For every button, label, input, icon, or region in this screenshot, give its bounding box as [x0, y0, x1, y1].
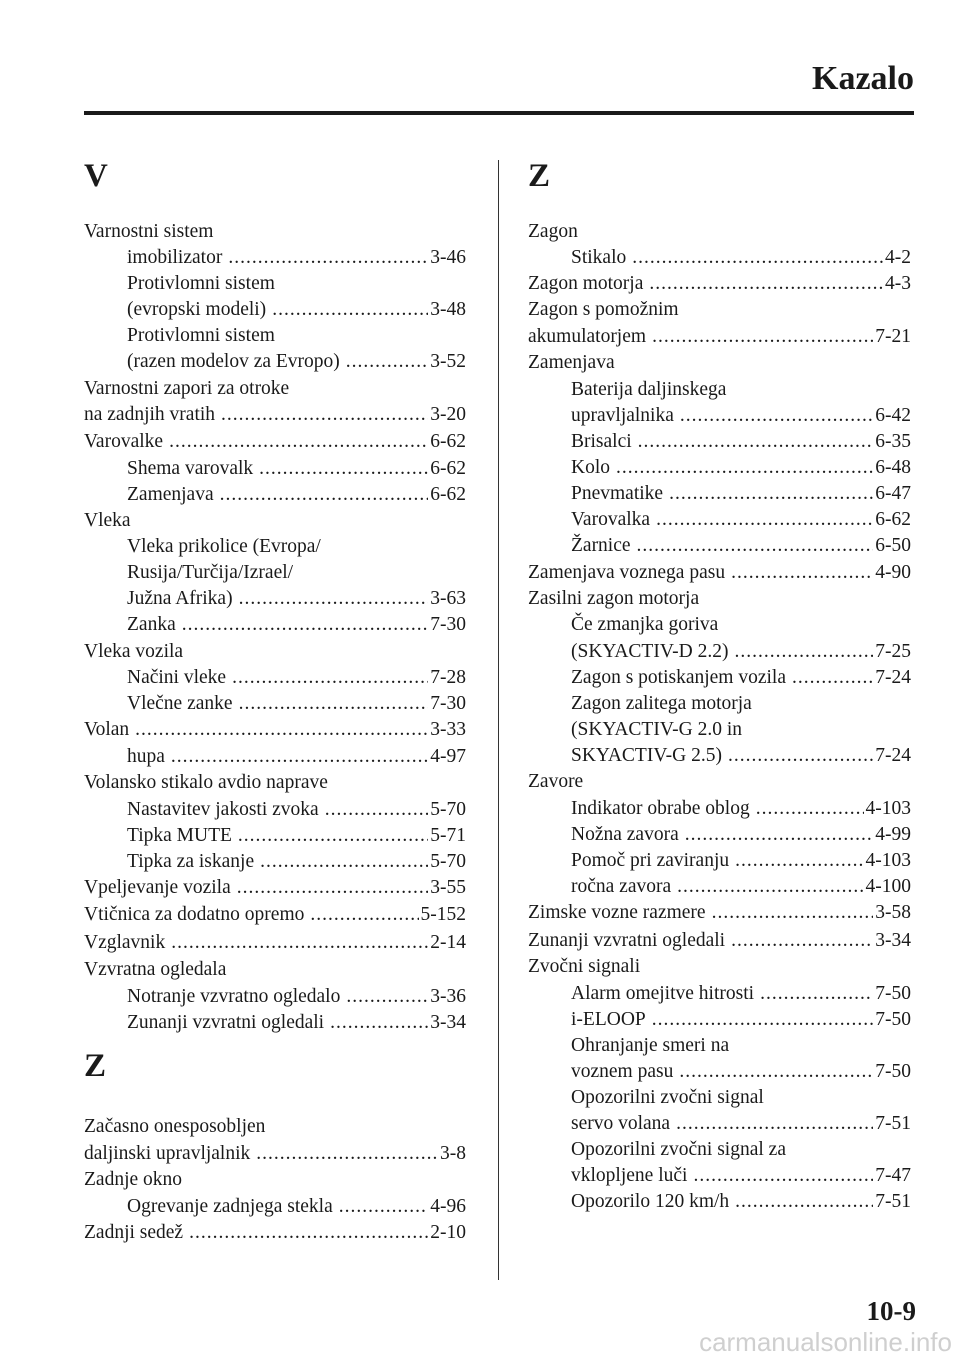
- entry-text: Notranje vzvratno ogledalo: [127, 985, 341, 1007]
- entry-text: Vtičnica za dodatno opremo: [84, 904, 305, 926]
- page-reference[interactable]: 4-99: [875, 824, 911, 846]
- page-reference[interactable]: 6-35: [875, 430, 911, 452]
- index-entry[interactable]: [528, 769, 911, 795]
- entry-text: Zagon s potiskanjem vozila: [571, 666, 786, 688]
- dot-leader: [676, 1111, 873, 1137]
- index-entry[interactable]: [528, 900, 911, 926]
- page-reference[interactable]: 4-3: [885, 273, 911, 295]
- page-reference[interactable]: 3-48: [430, 299, 466, 321]
- page-reference[interactable]: 6-42: [875, 404, 911, 426]
- dot-leader: [228, 245, 428, 271]
- page-title: Kazalo: [812, 60, 914, 97]
- page-reference[interactable]: 7-24: [875, 744, 911, 766]
- index-subentry[interactable]: [84, 482, 466, 508]
- dot-leader: [330, 1010, 428, 1036]
- entry-text: daljinski upravljalnik: [84, 1143, 251, 1165]
- page-reference[interactable]: 4-90: [875, 562, 911, 584]
- index-entry[interactable]: [84, 1114, 466, 1140]
- index-subentry[interactable]: [84, 271, 466, 297]
- page-reference[interactable]: 4-96: [430, 1196, 466, 1218]
- page-reference[interactable]: 5-71: [430, 825, 466, 847]
- entry-text: na zadnjih vratih: [84, 403, 216, 425]
- index-entry[interactable]: [528, 350, 911, 376]
- index-entry[interactable]: [84, 717, 466, 743]
- page-reference[interactable]: 7-21: [875, 326, 911, 348]
- dot-leader: [735, 1189, 873, 1215]
- page-reference[interactable]: 4-2: [885, 247, 911, 269]
- dot-leader: [259, 456, 428, 482]
- dot-leader: [677, 874, 863, 900]
- dot-leader: [669, 481, 873, 507]
- dot-leader: [256, 1141, 438, 1167]
- page-reference[interactable]: 4-103: [865, 798, 911, 820]
- entry-text: Kolo: [571, 456, 610, 478]
- entry-text: Opozorilo 120 km/h: [571, 1191, 730, 1213]
- index-entry[interactable]: [84, 1141, 466, 1167]
- entry-text: (evropski modeli): [127, 299, 267, 321]
- index-subentry[interactable]: [84, 245, 466, 271]
- index-subentry[interactable]: [84, 797, 466, 823]
- entry-text: akumulatorjem: [528, 326, 647, 348]
- dot-leader: [685, 822, 874, 848]
- index-subentry[interactable]: [84, 560, 466, 586]
- dot-leader: [735, 848, 863, 874]
- entry-text: vklopljene luči: [571, 1165, 688, 1187]
- dot-leader: [339, 1194, 429, 1220]
- dot-leader: [638, 429, 874, 455]
- entry-text: Shema varovalk: [127, 457, 254, 479]
- entry-text: i-ELOOP: [571, 1008, 646, 1030]
- entry-text: Nožna zavora: [571, 824, 679, 846]
- entry-text: Baterija daljinskega: [571, 378, 727, 400]
- index-subentry[interactable]: [528, 981, 911, 1007]
- entry-text: hupa: [127, 745, 165, 767]
- section-letter-z-right: Z: [528, 158, 551, 194]
- entry-text: servo volana: [571, 1113, 671, 1135]
- index-entry[interactable]: [84, 508, 466, 534]
- index-subentry[interactable]: [84, 849, 466, 875]
- index-entry[interactable]: [84, 402, 466, 428]
- index-subentry[interactable]: [528, 455, 911, 481]
- index-subentry[interactable]: [528, 743, 911, 769]
- index-subentry[interactable]: [528, 507, 911, 533]
- index-entry[interactable]: [528, 271, 911, 297]
- entry-text: SKYACTIV-G 2.5): [571, 744, 722, 766]
- entry-text: Opozorilni zvočni signal: [571, 1087, 764, 1109]
- page-reference[interactable]: 3-55: [430, 877, 466, 899]
- section-letter-v: V: [84, 158, 108, 194]
- index-entry[interactable]: [528, 297, 911, 323]
- page-reference[interactable]: 7-30: [430, 692, 466, 714]
- entry-text: upravljalnika: [571, 404, 674, 426]
- page-reference[interactable]: 7-25: [875, 640, 911, 662]
- dot-leader: [652, 1007, 874, 1033]
- dot-leader: [171, 744, 428, 770]
- index-subentry[interactable]: [528, 874, 911, 900]
- dot-leader: [239, 586, 429, 612]
- dot-leader: [728, 743, 873, 769]
- index-subentry[interactable]: [84, 823, 466, 849]
- page-reference[interactable]: 5-70: [430, 799, 466, 821]
- page-reference[interactable]: 3-33: [430, 718, 466, 740]
- index-subentry[interactable]: [528, 245, 911, 271]
- entry-text: Zvočni signali: [528, 955, 641, 977]
- index-subentry[interactable]: [528, 639, 911, 665]
- entry-text: Vpeljevanje vozila: [84, 877, 231, 899]
- entry-text: (SKYACTIV-D 2.2): [571, 640, 729, 662]
- index-subentry[interactable]: [528, 1189, 911, 1215]
- section-letter-z-left: Z: [84, 1048, 107, 1084]
- index-entry[interactable]: [528, 324, 911, 350]
- page-reference[interactable]: 5-152: [420, 904, 466, 926]
- dot-leader: [637, 533, 874, 559]
- index-subentry[interactable]: [84, 586, 466, 612]
- entry-text: Začasno onesposobljen: [84, 1116, 266, 1137]
- page-reference[interactable]: 3-36: [430, 985, 466, 1007]
- entry-text: Zunanji vzvratni ogledali: [528, 929, 726, 951]
- page-reference[interactable]: 4-103: [865, 850, 911, 872]
- dot-leader: [232, 665, 428, 691]
- index-subentry[interactable]: [84, 1194, 466, 1220]
- entry-text: Varnostni sistem: [84, 221, 214, 242]
- column-divider: [498, 160, 499, 1280]
- entry-text: Če zmanjka goriva: [571, 614, 719, 636]
- index-subentry[interactable]: [528, 717, 911, 743]
- entry-text: Zagon zalitega motorja: [571, 692, 752, 714]
- index-subentry[interactable]: [84, 456, 466, 482]
- page-reference[interactable]: 5-70: [430, 851, 466, 873]
- page-reference[interactable]: 3-8: [440, 1143, 466, 1165]
- entry-text: Varovalka: [571, 509, 651, 531]
- index-subentry[interactable]: [528, 403, 911, 429]
- page-reference[interactable]: 7-28: [430, 666, 466, 688]
- entry-text: Južna Afrika): [127, 588, 233, 610]
- page-reference[interactable]: 6-50: [875, 535, 911, 557]
- entry-text: Ogrevanje zadnjega stekla: [127, 1196, 333, 1218]
- page-reference[interactable]: 7-51: [875, 1113, 911, 1135]
- entry-text: Vlečne zanke: [127, 692, 233, 714]
- entry-text: Zadnji sedež: [84, 1222, 184, 1244]
- dot-leader: [169, 429, 428, 455]
- entry-text: Zagon motorja: [528, 273, 644, 295]
- index-subentry[interactable]: [528, 1163, 911, 1189]
- index-subentry[interactable]: [528, 796, 911, 822]
- index-entry[interactable]: [84, 957, 466, 983]
- entry-text: Zanka: [127, 614, 176, 636]
- dot-leader: [346, 349, 428, 375]
- page-reference[interactable]: 7-50: [875, 982, 911, 1004]
- dot-leader: [238, 823, 428, 849]
- page-reference[interactable]: 2-14: [430, 931, 466, 953]
- entry-text: (razen modelov za Evropo): [127, 351, 340, 373]
- index-subentry[interactable]: [84, 691, 466, 717]
- header-rule: [84, 111, 914, 115]
- dot-leader: [135, 717, 428, 743]
- index-subentry[interactable]: [528, 1111, 911, 1137]
- index-subentry[interactable]: [84, 665, 466, 691]
- entry-text: Varovalke: [84, 430, 164, 452]
- dot-leader: [189, 1220, 428, 1246]
- index-subentry[interactable]: [84, 297, 466, 323]
- index-subentry[interactable]: [84, 1010, 466, 1036]
- dot-leader: [679, 1059, 873, 1085]
- entry-text: Tipka MUTE: [127, 825, 232, 847]
- page-reference[interactable]: 3-20: [430, 403, 466, 425]
- entry-text: Zunanji vzvratni ogledali: [127, 1011, 325, 1033]
- page-reference[interactable]: 3-34: [875, 929, 911, 951]
- entry-text: Vleka prikolice (Evropa/: [127, 536, 321, 558]
- entry-text: ročna zavora: [571, 876, 672, 898]
- dot-leader: [237, 875, 429, 901]
- index-entry[interactable]: [528, 219, 911, 245]
- index-subentry[interactable]: [528, 691, 911, 717]
- entry-text: (SKYACTIV-G 2.0 in: [571, 718, 742, 740]
- index-entry[interactable]: [84, 770, 466, 796]
- watermark: carmanualsonline.info: [699, 1327, 952, 1357]
- index-subentry[interactable]: [528, 665, 911, 691]
- entry-text: Stikalo: [571, 247, 627, 269]
- index-subentry[interactable]: [84, 323, 466, 349]
- index-list-z-right: [528, 219, 911, 1216]
- dot-leader: [182, 612, 429, 638]
- index-list-v: [84, 219, 466, 1036]
- entry-text: Vleka: [84, 510, 131, 532]
- entry-text: Brisalci: [571, 430, 632, 452]
- dot-leader: [731, 928, 873, 954]
- index-subentry[interactable]: [528, 1137, 911, 1163]
- page-reference[interactable]: 3-52: [430, 351, 466, 373]
- page-reference[interactable]: 7-24: [875, 666, 911, 688]
- page-reference[interactable]: 7-50: [875, 1061, 911, 1082]
- page-reference[interactable]: 4-97: [430, 745, 466, 767]
- page-reference[interactable]: 3-58: [875, 902, 911, 924]
- index-subentry[interactable]: [528, 848, 911, 874]
- index-subentry[interactable]: [528, 533, 911, 559]
- index-subentry[interactable]: [528, 481, 911, 507]
- index-subentry[interactable]: [84, 349, 466, 375]
- page-reference[interactable]: 3-63: [430, 588, 466, 610]
- index-subentry[interactable]: [528, 1033, 911, 1059]
- dot-leader: [260, 849, 428, 875]
- index-entry[interactable]: [528, 954, 911, 980]
- index-entry[interactable]: [84, 639, 466, 665]
- entry-text: Pomoč pri zaviranju: [571, 850, 730, 872]
- dot-leader: [731, 560, 873, 586]
- entry-text: Žarnice: [571, 535, 631, 557]
- entry-text: voznem pasu: [571, 1061, 674, 1082]
- dot-leader: [272, 297, 428, 323]
- index-entry[interactable]: [84, 902, 466, 928]
- page-reference[interactable]: 7-30: [430, 614, 466, 636]
- dot-leader: [680, 403, 873, 429]
- entry-text: Vzvratna ogledala: [84, 958, 227, 980]
- dot-leader: [649, 271, 883, 297]
- index-subentry[interactable]: [528, 377, 911, 403]
- index-subentry[interactable]: [528, 1007, 911, 1033]
- entry-text: Zagon: [528, 221, 578, 242]
- page-reference[interactable]: 6-47: [875, 482, 911, 504]
- page-reference[interactable]: 2-10: [430, 1222, 466, 1244]
- index-entry[interactable]: [528, 560, 911, 586]
- index-entry[interactable]: [84, 1220, 466, 1246]
- index-list-z-left: [84, 1114, 466, 1246]
- entry-text: Zagon s pomožnim: [528, 299, 679, 321]
- entry-text: Vleka vozila: [84, 640, 184, 662]
- index-subentry[interactable]: [84, 984, 466, 1010]
- entry-text: Ohranjanje smeri na: [571, 1034, 730, 1056]
- dot-leader: [656, 507, 873, 533]
- index-subentry[interactable]: [528, 822, 911, 848]
- dot-leader: [756, 796, 864, 822]
- entry-text: Pnevmatike: [571, 482, 664, 504]
- dot-leader: [632, 245, 883, 271]
- dot-leader: [616, 455, 873, 481]
- page-number: 10-9: [866, 1296, 916, 1326]
- entry-text: imobilizator: [127, 247, 223, 269]
- index-entry[interactable]: [84, 930, 466, 956]
- page-reference[interactable]: 6-62: [430, 457, 466, 479]
- index-subentry[interactable]: [528, 1085, 911, 1111]
- dot-leader: [712, 900, 874, 926]
- dot-leader: [346, 984, 428, 1010]
- entry-text: Zavore: [528, 770, 584, 792]
- index-entry[interactable]: [84, 1167, 466, 1193]
- entry-text: Volan: [84, 718, 130, 740]
- index-subentry[interactable]: [84, 534, 466, 560]
- dot-leader: [693, 1163, 873, 1189]
- page-reference[interactable]: 3-46: [430, 247, 466, 269]
- dot-leader: [652, 324, 873, 350]
- entry-text: Zasilni zagon motorja: [528, 588, 700, 610]
- index-entry[interactable]: [528, 586, 911, 612]
- dot-leader: [239, 691, 429, 717]
- entry-text: Zamenjava voznega pasu: [528, 562, 726, 584]
- entry-text: Zamenjava: [127, 483, 214, 505]
- index-entry[interactable]: [84, 376, 466, 402]
- page-reference[interactable]: 4-100: [865, 876, 911, 898]
- page-reference[interactable]: 7-50: [875, 1008, 911, 1030]
- index-subentry[interactable]: [528, 1059, 911, 1085]
- entry-text: Rusija/Turčija/Izrael/: [127, 562, 294, 584]
- page-reference[interactable]: 6-62: [430, 430, 466, 452]
- entry-text: Alarm omejitve hitrosti: [571, 982, 755, 1004]
- page-reference[interactable]: 6-62: [875, 509, 911, 531]
- page-reference[interactable]: 7-51: [875, 1191, 911, 1213]
- entry-text: Zimske vozne razmere: [528, 902, 706, 924]
- dot-leader: [310, 902, 418, 928]
- entry-text: Zamenjava: [528, 352, 615, 374]
- page-reference[interactable]: 7-47: [875, 1165, 911, 1187]
- index-subentry[interactable]: [528, 429, 911, 455]
- entry-text: Načini vleke: [127, 666, 227, 688]
- page-reference[interactable]: 6-48: [875, 456, 911, 478]
- entry-text: Varnostni zapori za otroke: [84, 377, 290, 399]
- dot-leader: [325, 797, 429, 823]
- entry-text: Vzglavnik: [84, 931, 166, 953]
- index-subentry[interactable]: [84, 744, 466, 770]
- page-reference[interactable]: 3-34: [430, 1011, 466, 1033]
- page-reference[interactable]: 6-62: [430, 483, 466, 505]
- entry-text: Tipka za iskanje: [127, 851, 255, 873]
- dot-leader: [760, 981, 873, 1007]
- entry-text: Volansko stikalo avdio naprave: [84, 771, 328, 793]
- index-subentry[interactable]: [528, 612, 911, 638]
- dot-leader: [220, 482, 429, 508]
- index-entry[interactable]: [84, 219, 466, 245]
- entry-text: Indikator obrabe oblog: [571, 798, 750, 820]
- entry-text: Protivlomni sistem: [127, 273, 275, 295]
- index-entry[interactable]: [528, 928, 911, 954]
- index-entry[interactable]: [84, 429, 466, 455]
- entry-text: Nastavitev jakosti zvoka: [127, 799, 319, 821]
- entry-text: Protivlomni sistem: [127, 325, 275, 347]
- dot-leader: [171, 930, 428, 956]
- entry-text: Opozorilni zvočni signal za: [571, 1139, 786, 1161]
- entry-text: Zadnje okno: [84, 1169, 183, 1191]
- dot-leader: [221, 402, 428, 428]
- dot-leader: [734, 639, 873, 665]
- index-entry[interactable]: [84, 875, 466, 901]
- index-subentry[interactable]: [84, 612, 466, 638]
- dot-leader: [792, 665, 873, 691]
